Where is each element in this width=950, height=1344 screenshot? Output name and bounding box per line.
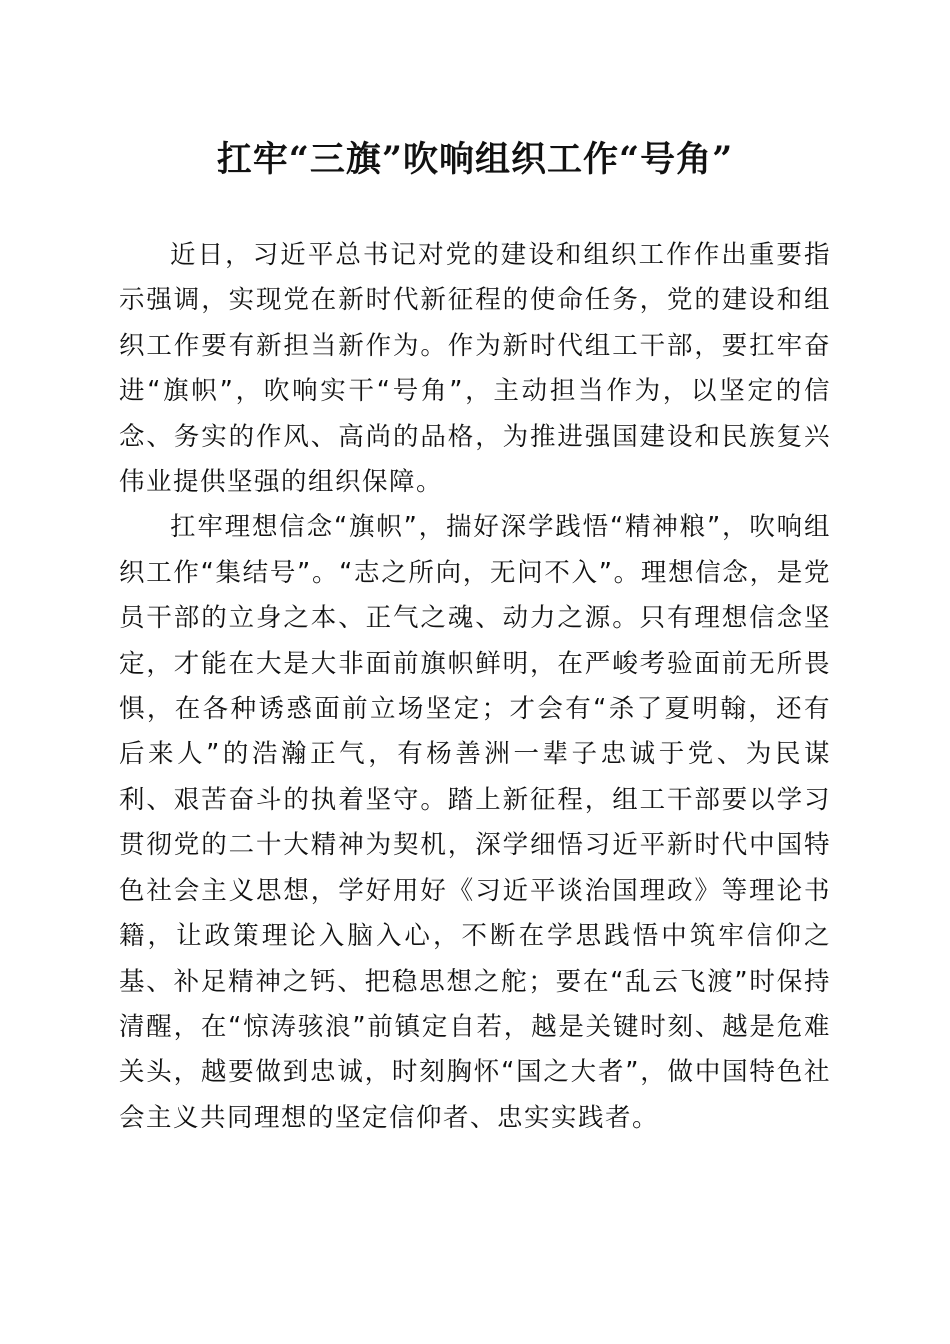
paragraph-intro: 近日，习近平总书记对党的建设和组织工作作出重要指示强调，实现党在新时代新征程的使命任务，党的建设和组织工作要有新担当新作为。作为新时代组工干部，要扛牢奋进“旗帜”，吹响实干“号角”，主动担当作为，以坚定的信念、务实的作风、高尚的品格，为推进强国建设和民族复兴伟业提供坚强的组织保障。 [119,240,831,498]
document-title: 扛牢“三旗”吹响组织工作“号角” [216,139,734,180]
paragraph-ideals-banner: 扛牢理想信念“旗帜”，揣好深学践悟“精神粮”，吹响组织工作“集结号”。“志之所向，无问不入”。理想信念，是党员干部的立身之本、正气之魂、动力之源。只有理想信念坚定，才能在大是大非面前旗帜鲜明，在严峻考验面前无所畏惧，在各种诱惑面前立场坚定；才会有“杀了夏明翰，还有后来人”的浩瀚正气，有杨善洲一辈子忠诚于党、为民谋利、艰苦奋斗的执着坚守。踏上新征程，组工干部要以学习贯彻党的二十大精神为契机，深学细悟习近平新时代中国特色社会主义思想，学好用好《习近平谈治国理政》等理论书籍，让政策理论入脑入心，不断在学思践悟中筑牢信仰之基、补足精神之钙、把稳思想之舵；要在“乱云飞渡”时保持清醒，在“惊涛骇浪”前镇定自若，越是关键时刻、越是危难关头，越要做到忠诚，时刻胸怀“国之大者”，做中国特色社会主义共同理想的坚定信仰者、忠实实践者。 [119,512,831,1133]
document-body [119,233,831,1141]
